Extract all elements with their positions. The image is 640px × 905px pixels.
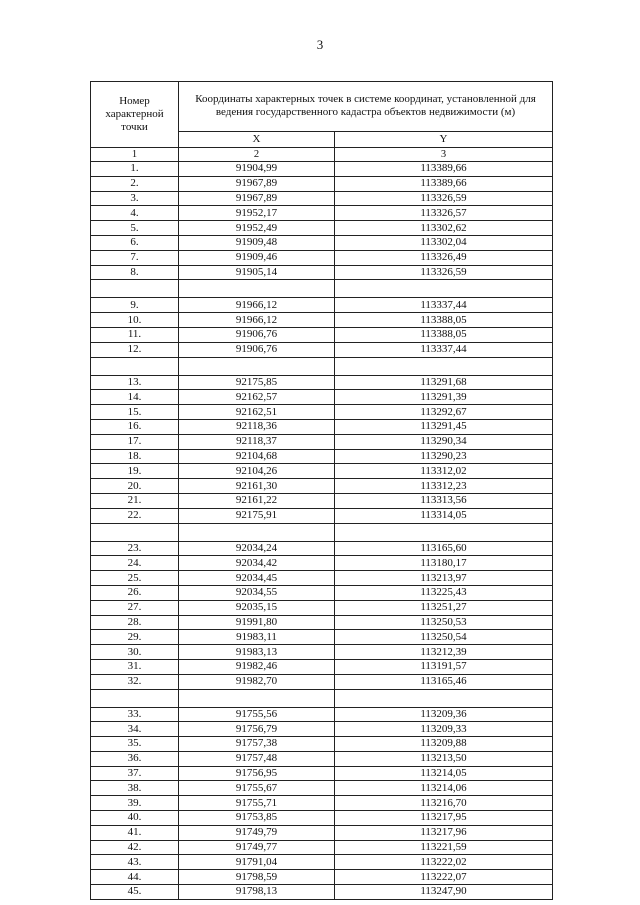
y-coordinate-cell: 113302,62	[335, 221, 553, 236]
y-coordinate-cell: 113250,53	[335, 615, 553, 630]
empty-cell	[91, 280, 179, 298]
table-row	[91, 493, 553, 508]
y-coordinate-cell: 113222,07	[335, 870, 553, 885]
point-number-cell: 45.	[91, 885, 179, 900]
y-coordinate-cell: 113337,44	[335, 298, 553, 313]
x-coordinate-cell: 92104,26	[179, 464, 335, 479]
x-coordinate-cell: 91753,85	[179, 811, 335, 826]
empty-cell	[179, 523, 335, 541]
point-number-cell: 39.	[91, 796, 179, 811]
point-number-cell: 27.	[91, 600, 179, 615]
column-index-2: 2	[179, 148, 335, 162]
table-row	[91, 405, 553, 420]
x-coordinate-cell: 92162,57	[179, 390, 335, 405]
point-number-cell: 29.	[91, 630, 179, 645]
header-point-number: Номер характерной точки	[91, 82, 179, 148]
point-number-cell: 7.	[91, 250, 179, 265]
y-coordinate-cell: 113217,95	[335, 811, 553, 826]
x-coordinate-cell: 92034,55	[179, 585, 335, 600]
empty-cell	[91, 357, 179, 375]
column-index-row	[91, 148, 553, 162]
table-row	[91, 870, 553, 885]
table-row	[91, 825, 553, 840]
table-row	[91, 766, 553, 781]
table-row	[91, 250, 553, 265]
point-number-cell: 16.	[91, 419, 179, 434]
table-row	[91, 855, 553, 870]
empty-cell	[179, 280, 335, 298]
empty-cell	[91, 689, 179, 707]
y-coordinate-cell: 113388,05	[335, 327, 553, 342]
x-coordinate-cell: 91952,49	[179, 221, 335, 236]
y-coordinate-cell: 113326,59	[335, 191, 553, 206]
x-coordinate-cell: 91983,13	[179, 645, 335, 660]
page-number: 3	[316, 37, 324, 52]
point-number-cell: 44.	[91, 870, 179, 885]
y-coordinate-cell: 113250,54	[335, 630, 553, 645]
y-coordinate-cell: 113326,57	[335, 206, 553, 221]
group-separator-row	[91, 357, 553, 375]
table-row	[91, 235, 553, 250]
point-number-cell: 25.	[91, 571, 179, 586]
y-coordinate-cell: 113389,66	[335, 176, 553, 191]
point-number-cell: 15.	[91, 405, 179, 420]
table-row	[91, 176, 553, 191]
x-coordinate-cell: 91798,59	[179, 870, 335, 885]
x-coordinate-cell: 91755,71	[179, 796, 335, 811]
table-row	[91, 645, 553, 660]
x-coordinate-cell: 92161,22	[179, 493, 335, 508]
header-y: Y	[335, 131, 553, 148]
point-number-cell: 10.	[91, 313, 179, 328]
empty-cell	[91, 523, 179, 541]
point-number-cell: 12.	[91, 342, 179, 357]
table-row	[91, 585, 553, 600]
y-coordinate-cell: 113313,56	[335, 493, 553, 508]
group-separator-row	[91, 523, 553, 541]
point-number-cell: 20.	[91, 479, 179, 494]
table-row	[91, 390, 553, 405]
x-coordinate-cell: 91755,56	[179, 707, 335, 722]
y-coordinate-cell: 113251,27	[335, 600, 553, 615]
x-coordinate-cell: 91757,48	[179, 751, 335, 766]
y-coordinate-cell: 113388,05	[335, 313, 553, 328]
x-coordinate-cell: 91909,46	[179, 250, 335, 265]
y-coordinate-cell: 113314,05	[335, 508, 553, 523]
y-coordinate-cell: 113217,96	[335, 825, 553, 840]
y-coordinate-cell: 113326,59	[335, 265, 553, 280]
x-coordinate-cell: 91791,04	[179, 855, 335, 870]
table-row	[91, 327, 553, 342]
y-coordinate-cell: 113290,34	[335, 434, 553, 449]
point-number-cell: 3.	[91, 191, 179, 206]
x-coordinate-cell: 91756,95	[179, 766, 335, 781]
y-coordinate-cell: 113222,02	[335, 855, 553, 870]
y-coordinate-cell: 113165,60	[335, 541, 553, 556]
x-coordinate-cell: 91991,80	[179, 615, 335, 630]
y-coordinate-cell: 113389,66	[335, 162, 553, 177]
group-separator-row	[91, 689, 553, 707]
empty-cell	[335, 280, 553, 298]
table-row	[91, 796, 553, 811]
group-separator-row	[91, 280, 553, 298]
header-coordinates-title: Координаты характерных точек в системе координат, установленной для ведения государственного кадастра объектов недвижимости (м)	[179, 82, 553, 132]
x-coordinate-cell: 91982,46	[179, 659, 335, 674]
point-number-cell: 40.	[91, 811, 179, 826]
x-coordinate-cell: 91756,79	[179, 722, 335, 737]
point-number-cell: 5.	[91, 221, 179, 236]
header-x: X	[179, 131, 335, 148]
table-row	[91, 221, 553, 236]
y-coordinate-cell: 113291,45	[335, 419, 553, 434]
table-row	[91, 615, 553, 630]
x-coordinate-cell: 92118,36	[179, 419, 335, 434]
point-number-cell: 22.	[91, 508, 179, 523]
point-number-cell: 8.	[91, 265, 179, 280]
x-coordinate-cell: 91749,77	[179, 840, 335, 855]
y-coordinate-cell: 113209,88	[335, 737, 553, 752]
point-number-cell: 24.	[91, 556, 179, 571]
point-number-cell: 9.	[91, 298, 179, 313]
point-number-cell: 19.	[91, 464, 179, 479]
table-row	[91, 206, 553, 221]
y-coordinate-cell: 113291,39	[335, 390, 553, 405]
y-coordinate-cell: 113209,33	[335, 722, 553, 737]
y-coordinate-cell: 113337,44	[335, 342, 553, 357]
y-coordinate-cell: 113326,49	[335, 250, 553, 265]
point-number-cell: 43.	[91, 855, 179, 870]
x-coordinate-cell: 92104,68	[179, 449, 335, 464]
y-coordinate-cell: 113214,05	[335, 766, 553, 781]
table-row	[91, 375, 553, 390]
y-coordinate-cell: 113213,50	[335, 751, 553, 766]
x-coordinate-cell: 92035,15	[179, 600, 335, 615]
point-number-cell: 2.	[91, 176, 179, 191]
point-number-cell: 1.	[91, 162, 179, 177]
table-row	[91, 840, 553, 855]
table-row	[91, 659, 553, 674]
y-coordinate-cell: 113212,39	[335, 645, 553, 660]
point-number-cell: 28.	[91, 615, 179, 630]
table-row	[91, 600, 553, 615]
y-coordinate-cell: 113221,59	[335, 840, 553, 855]
table-row	[91, 571, 553, 586]
point-number-cell: 21.	[91, 493, 179, 508]
table-row	[91, 449, 553, 464]
table-row	[91, 751, 553, 766]
table-row	[91, 162, 553, 177]
y-coordinate-cell: 113180,17	[335, 556, 553, 571]
x-coordinate-cell: 91909,48	[179, 235, 335, 250]
y-coordinate-cell: 113191,57	[335, 659, 553, 674]
x-coordinate-cell: 91906,76	[179, 342, 335, 357]
point-number-cell: 14.	[91, 390, 179, 405]
point-number-cell: 13.	[91, 375, 179, 390]
y-coordinate-cell: 113247,90	[335, 885, 553, 900]
point-number-cell: 37.	[91, 766, 179, 781]
table-row	[91, 885, 553, 900]
point-number-cell: 42.	[91, 840, 179, 855]
point-number-cell: 32.	[91, 674, 179, 689]
coordinates-table	[90, 81, 553, 900]
column-index-3: 3	[335, 148, 553, 162]
point-number-cell: 38.	[91, 781, 179, 796]
table-row	[91, 541, 553, 556]
table-row	[91, 419, 553, 434]
y-coordinate-cell: 113312,23	[335, 479, 553, 494]
point-number-cell: 18.	[91, 449, 179, 464]
table-row	[91, 434, 553, 449]
x-coordinate-cell: 92162,51	[179, 405, 335, 420]
table-row	[91, 265, 553, 280]
x-coordinate-cell: 91798,13	[179, 885, 335, 900]
point-number-cell: 17.	[91, 434, 179, 449]
x-coordinate-cell: 91749,79	[179, 825, 335, 840]
table-row	[91, 811, 553, 826]
y-coordinate-cell: 113165,46	[335, 674, 553, 689]
table-row	[91, 722, 553, 737]
table-row	[91, 298, 553, 313]
table-row	[91, 737, 553, 752]
point-number-cell: 31.	[91, 659, 179, 674]
x-coordinate-cell: 91952,17	[179, 206, 335, 221]
x-coordinate-cell: 91904,99	[179, 162, 335, 177]
x-coordinate-cell: 91966,12	[179, 313, 335, 328]
table-row	[91, 464, 553, 479]
y-coordinate-cell: 113302,04	[335, 235, 553, 250]
x-coordinate-cell: 92034,42	[179, 556, 335, 571]
x-coordinate-cell: 91905,14	[179, 265, 335, 280]
point-number-cell: 36.	[91, 751, 179, 766]
x-coordinate-cell: 92175,91	[179, 508, 335, 523]
point-number-cell: 11.	[91, 327, 179, 342]
x-coordinate-cell: 92034,24	[179, 541, 335, 556]
y-coordinate-cell: 113209,36	[335, 707, 553, 722]
table-row	[91, 556, 553, 571]
coordinates-table-body	[91, 148, 553, 900]
point-number-cell: 6.	[91, 235, 179, 250]
x-coordinate-cell: 91982,70	[179, 674, 335, 689]
point-number-cell: 26.	[91, 585, 179, 600]
empty-cell	[335, 357, 553, 375]
x-coordinate-cell: 92118,37	[179, 434, 335, 449]
y-coordinate-cell: 113213,97	[335, 571, 553, 586]
empty-cell	[335, 523, 553, 541]
table-row	[91, 191, 553, 206]
point-number-cell: 41.	[91, 825, 179, 840]
y-coordinate-cell: 113225,43	[335, 585, 553, 600]
table-row	[91, 479, 553, 494]
y-coordinate-cell: 113216,70	[335, 796, 553, 811]
x-coordinate-cell: 91966,12	[179, 298, 335, 313]
point-number-cell: 34.	[91, 722, 179, 737]
y-coordinate-cell: 113291,68	[335, 375, 553, 390]
column-index-1: 1	[91, 148, 179, 162]
y-coordinate-cell: 113312,02	[335, 464, 553, 479]
table-row	[91, 674, 553, 689]
x-coordinate-cell: 91983,11	[179, 630, 335, 645]
table-row	[91, 342, 553, 357]
point-number-cell: 35.	[91, 737, 179, 752]
table-row	[91, 630, 553, 645]
x-coordinate-cell: 92161,30	[179, 479, 335, 494]
y-coordinate-cell: 113214,06	[335, 781, 553, 796]
table-row	[91, 313, 553, 328]
point-number-cell: 23.	[91, 541, 179, 556]
x-coordinate-cell: 91755,67	[179, 781, 335, 796]
point-number-cell: 33.	[91, 707, 179, 722]
table-row	[91, 707, 553, 722]
x-coordinate-cell: 91967,89	[179, 176, 335, 191]
y-coordinate-cell: 113292,67	[335, 405, 553, 420]
empty-cell	[179, 357, 335, 375]
x-coordinate-cell: 92175,85	[179, 375, 335, 390]
x-coordinate-cell: 92034,45	[179, 571, 335, 586]
x-coordinate-cell: 91757,38	[179, 737, 335, 752]
table-row	[91, 781, 553, 796]
y-coordinate-cell: 113290,23	[335, 449, 553, 464]
empty-cell	[335, 689, 553, 707]
x-coordinate-cell: 91967,89	[179, 191, 335, 206]
table-row	[91, 508, 553, 523]
x-coordinate-cell: 91906,76	[179, 327, 335, 342]
point-number-cell: 4.	[91, 206, 179, 221]
point-number-cell: 30.	[91, 645, 179, 660]
empty-cell	[179, 689, 335, 707]
